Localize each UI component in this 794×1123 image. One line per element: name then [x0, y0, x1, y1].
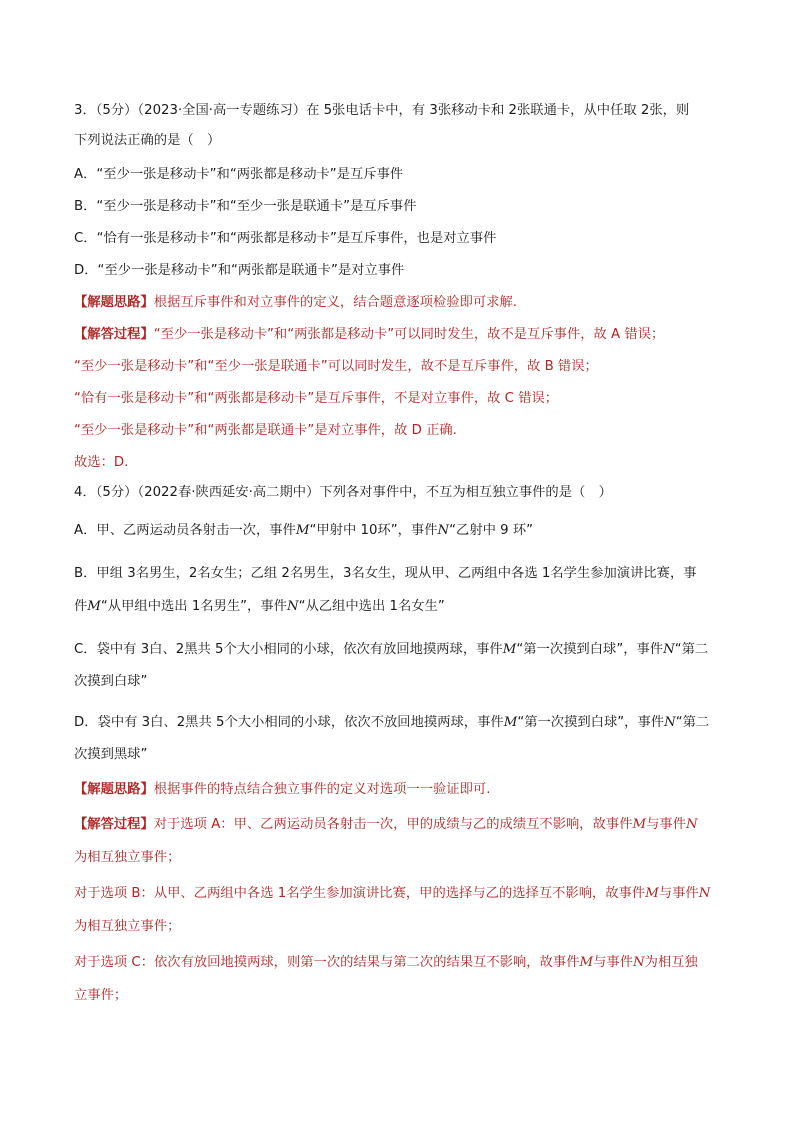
q4-option-b-text2: “从甲组中选出 1名男生”，事件: [100, 599, 287, 614]
q4-option-b-text1: 件: [74, 599, 88, 614]
q4-process-c-line2: 立事件；: [74, 988, 128, 1003]
q4-option-c-text2: “第一次摸到白球”，事件: [516, 642, 664, 657]
q4-option-c-line2: 次摸到白球”: [74, 674, 148, 689]
q3-idea-tag: 【解题思路】: [74, 295, 154, 310]
q4-option-d-line1: [74, 713, 709, 733]
q4-option-a-text3: “乙射中 9 环”: [449, 523, 534, 538]
q4-option-a-text1: A．甲、乙两运动员各射击一次，事件: [74, 523, 296, 538]
q4-option-b-line2: [74, 597, 445, 617]
math-var-n: N: [664, 715, 676, 730]
q4-option-a-text2: “甲射中 10环”，事件: [309, 523, 438, 538]
q3-process-line1: “至少一张是移动卡”和“两张都是移动卡”可以同时发生，故不是互斥事件，故 A 错误；: [153, 327, 665, 342]
q4-process-a-line1: [74, 815, 698, 835]
q4-process-a-text1: 对于选项 A：甲、乙两运动员各射击一次，甲的成绩与乙的成绩互不影响，故事件: [153, 817, 633, 832]
q4-solution-idea: [74, 780, 490, 800]
q4-process-c-text3: 为相互独: [644, 955, 698, 970]
math-var-n: N: [686, 817, 698, 832]
q3-stem-line2: 下列说法正确的是（ ）: [74, 133, 221, 148]
q4-process-b-text2: 与事件: [658, 886, 699, 901]
math-var-n: N: [698, 886, 711, 901]
q3-process-tag: 【解答过程】: [74, 327, 154, 342]
q3-solution-process: [74, 325, 664, 345]
math-var-m: M: [645, 886, 659, 901]
q3-option-d: D．“至少一张是移动卡”和“两张都是联通卡”是对立事件: [74, 263, 405, 278]
q4-process-a-line2: 为相互独立事件；: [74, 850, 181, 865]
q4-process-b-line2: 为相互独立事件；: [74, 919, 181, 934]
q4-process-c-text1: 对于选项 C：依次有放回地摸两球，则第一次的结果与第二次的结果互不影响，故事件: [74, 955, 580, 970]
q3-option-b: B．“至少一张是移动卡”和“至少一张是联通卡”是互斥事件: [74, 199, 417, 214]
q4-option-d-text2: “第一次摸到白球”，事件: [517, 715, 665, 730]
q3-idea-text: 根据互斥事件和对立事件的定义，结合题意逐项检验即可求解.: [153, 295, 518, 310]
q4-idea-tag: 【解题思路】: [74, 782, 154, 797]
q4-option-a: [74, 521, 533, 541]
q4-idea-text: 根据事件的特点结合独立事件的定义对选项一一验证即可.: [153, 782, 491, 797]
q4-process-c-text2: 与事件: [593, 955, 634, 970]
q3-answer: 故选：D.: [74, 455, 129, 470]
q4-process-b-text1: 对于选项 B：从甲、乙两组中各选 1名学生参加演讲比赛，甲的选择与乙的选择互不影响，故事件: [74, 886, 646, 901]
q4-process-c-line1: [74, 953, 698, 973]
q4-stem: 4．（5分）（2022春·陕西延安·高二期中）下列各对事件中，不互为相互独立事件的是（ ）: [74, 485, 612, 500]
q4-option-b-line1: B．甲组 3名男生，2名女生；乙组 2名男生，3名女生，现从甲、乙两组中各选 1名学生参加演讲比赛，事: [74, 566, 697, 581]
math-var-m: M: [632, 817, 647, 832]
q3-process-line3: “恰有一张是移动卡”和“两张都是移动卡”是互斥事件，不是对立事件，故 C 错误；: [74, 391, 559, 406]
q4-option-b-text3: “从乙组中选出 1名女生”: [298, 599, 445, 614]
q3-stem-line1: 3．（5分）（2023·全国·高一专题练习）在 5张电话卡中，有 3张移动卡和 2张联通卡，从中任取 2张，则: [74, 103, 690, 118]
q4-process-a-text2: 与事件: [646, 817, 687, 832]
math-var-m: M: [295, 523, 310, 538]
math-var-m: M: [87, 599, 101, 614]
q4-option-c-text1: C．袋中有 3白、2黑共 5个大小相同的小球，依次有放回地摸两球，事件: [74, 642, 503, 657]
q4-option-d-line2: 次摸到黑球”: [74, 747, 148, 762]
q3-option-a: A．“至少一张是移动卡”和“两张都是移动卡”是互斥事件: [74, 167, 404, 182]
q4-option-d-text1: D．袋中有 3白、2黑共 5个大小相同的小球，依次不放回地摸两球，事件: [74, 715, 504, 730]
q4-process-tag: 【解答过程】: [74, 817, 154, 832]
q3-option-c: C．“恰有一张是移动卡”和“两张都是移动卡”是互斥事件，也是对立事件: [74, 231, 497, 246]
q4-option-c-text3: “第二: [674, 642, 709, 657]
math-var-n: N: [286, 599, 299, 614]
q3-process-line4: “至少一张是移动卡”和“两张都是联通卡”是对立事件，故 D 正确.: [74, 423, 457, 438]
q4-option-c-line1: [74, 640, 708, 660]
math-var-m: M: [503, 715, 518, 730]
math-var-m: M: [502, 642, 517, 657]
math-var-n: N: [663, 642, 675, 657]
math-var-m: M: [579, 955, 594, 970]
math-var-n: N: [633, 955, 645, 970]
q3-process-line2: “至少一张是移动卡”和“至少一张是联通卡”可以同时发生，故不是互斥事件，故 B 错误；: [74, 359, 598, 374]
q4-option-d-text3: “第二: [675, 715, 710, 730]
q4-process-b-line1: [74, 884, 710, 904]
math-var-n: N: [437, 523, 450, 538]
q3-solution-idea: [74, 293, 517, 313]
